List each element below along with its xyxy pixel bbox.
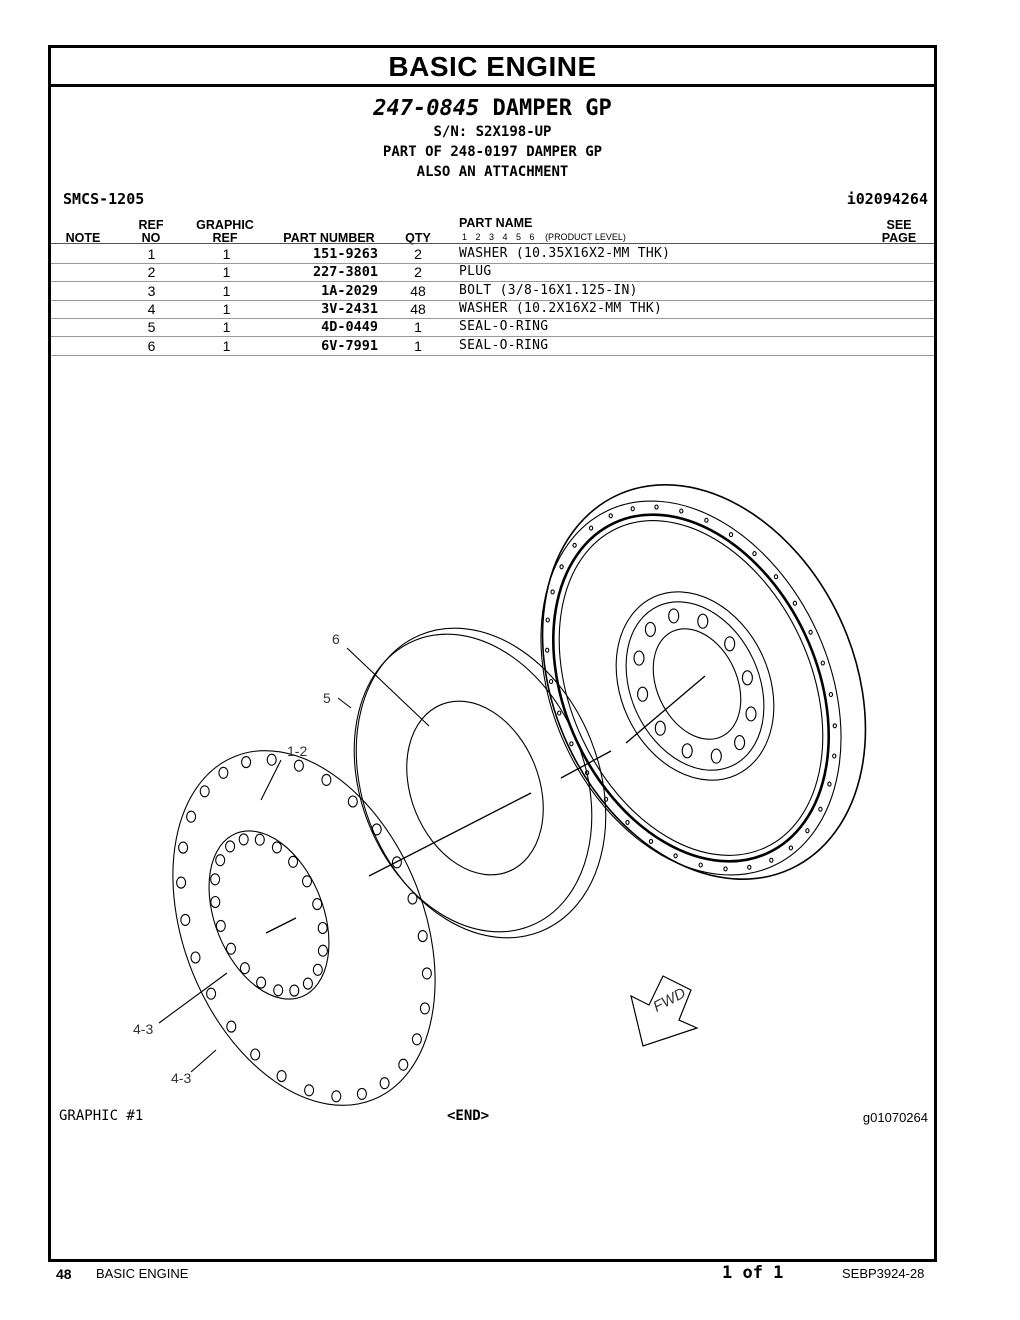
rim-hole: [558, 711, 561, 715]
rim-hole: [829, 693, 832, 697]
quantity: 1: [414, 337, 422, 354]
col-ref-line2: NO: [141, 231, 161, 245]
part-name: PLUG: [459, 264, 492, 280]
section-title: BASIC ENGINE: [388, 51, 597, 82]
graphic-ref: 1: [222, 246, 231, 262]
bolt-head: [219, 767, 228, 778]
graphic-ref: 1: [222, 337, 231, 354]
outer-bolts: [177, 754, 432, 1102]
rim-hole: [724, 867, 727, 871]
bolt-head: [179, 842, 188, 853]
col-graphic-line1: GRAPHIC: [196, 218, 254, 232]
hub-bolt-holes: [634, 609, 756, 763]
hub-ring: [600, 579, 790, 793]
rim-hole: [806, 829, 809, 833]
rim-hole: [828, 782, 831, 786]
ref-no: 1: [147, 246, 156, 262]
illustration-id: i02094264: [846, 190, 928, 208]
part-number: 6V-7991: [321, 337, 378, 354]
end-marker: <END>: [447, 1108, 490, 1124]
part-name: SEAL-O-RING: [459, 319, 549, 335]
rim-hole: [793, 601, 796, 605]
bolt-head: [277, 1071, 286, 1082]
bolt-head: [408, 893, 417, 904]
hub-hole: [669, 609, 679, 623]
bolt-head: [216, 920, 225, 931]
col-see-line2: PAGE: [881, 231, 917, 245]
rim-hole: [674, 854, 677, 858]
smcs-code: SMCS-1205: [63, 190, 145, 208]
quantity: 48: [410, 282, 426, 299]
ref-no: 5: [147, 319, 156, 336]
col-see-line1: SEE: [886, 218, 912, 232]
col-ref-line1: REF: [138, 218, 164, 232]
part-number-heading: 247-0845: [373, 96, 480, 121]
bolt-head: [412, 1034, 421, 1045]
bolt-plate-inner: [186, 813, 352, 1017]
ref-no: 6: [147, 337, 156, 354]
callout-4-3-a: 4-3: [133, 1021, 154, 1037]
graphic-ref: 1: [222, 300, 231, 317]
hub-hole: [746, 707, 756, 721]
col-part-name: PART NAME: [459, 216, 533, 230]
bolt-head: [255, 834, 264, 845]
footer-page-number: 48: [56, 1266, 72, 1282]
hub-hole: [634, 651, 644, 665]
bolt-head: [289, 856, 298, 867]
bolt-head: [211, 874, 220, 885]
bolt-head: [290, 985, 299, 996]
leader-6: [347, 648, 429, 726]
exploded-view-illustration: [51, 48, 934, 1259]
col-note: NOTE: [65, 231, 101, 245]
rim-hole: [753, 552, 756, 556]
hub-hole: [638, 687, 648, 701]
page-frame: [48, 45, 937, 1262]
col-qty: QTY: [405, 231, 431, 245]
fwd-label: FWD: [650, 984, 689, 1016]
rim-hole: [626, 820, 629, 824]
rim-hole: [649, 839, 652, 843]
part-number: 151-9263: [312, 246, 378, 262]
rim-hole: [729, 533, 732, 537]
rim-hole: [833, 724, 836, 728]
ref-no: 2: [147, 264, 156, 281]
rim-hole: [748, 865, 751, 869]
seal-6-ring: [382, 681, 568, 896]
bolt-head: [242, 757, 251, 768]
rim-hole: [570, 742, 573, 746]
bolt-head: [399, 1059, 408, 1070]
attachment-line: ALSO AN ATTACHMENT: [416, 164, 569, 180]
product-levels: 1 2 3 4 5 6: [462, 232, 535, 242]
footer-page-of: 1 of 1: [722, 1263, 784, 1283]
bolt-head: [332, 1091, 341, 1102]
rim-hole: [546, 618, 549, 622]
part-number: 4D-0449: [321, 319, 378, 336]
bolt-head: [418, 931, 427, 942]
rim-hole: [551, 590, 554, 594]
hub-outer: [587, 566, 804, 806]
part-number: 1A-2029: [321, 282, 378, 299]
rim-hole: [560, 565, 563, 569]
rim-hole: [821, 661, 824, 665]
bolt-head: [187, 811, 196, 822]
part-name: WASHER (10.2X16X2-MM THK): [459, 300, 663, 316]
bolt-head: [191, 952, 200, 963]
part-name: SEAL-O-RING: [459, 337, 549, 353]
leader-1-2: [261, 760, 281, 800]
bolt-head: [420, 1003, 429, 1014]
seal-5-outer: [312, 590, 651, 975]
rim-hole: [774, 575, 777, 579]
rim-hole: [699, 863, 702, 867]
bolt-head: [313, 899, 322, 910]
serial-range: S/N: S2X198-UP: [433, 124, 552, 140]
bolt-head: [216, 855, 225, 866]
hub-hole: [711, 749, 721, 763]
bolt-head: [322, 774, 331, 785]
bolt-head: [303, 978, 312, 989]
inner-bolts: [211, 834, 328, 996]
callout-1-2: 1-2: [287, 743, 308, 759]
rim-hole: [809, 630, 812, 634]
footer-section: BASIC ENGINE: [96, 1266, 189, 1281]
quantity: 2: [414, 246, 422, 262]
rim-hole: [590, 526, 593, 530]
bolt-head: [239, 834, 248, 845]
part-number: 3V-2431: [321, 300, 378, 317]
hub-bore: [636, 615, 758, 754]
part-description-heading: DAMPER GP: [492, 96, 612, 121]
callout-4-3-b: 4-3: [171, 1070, 192, 1086]
rim-hole: [573, 543, 576, 547]
bolt-head: [422, 968, 431, 979]
quantity: 1: [414, 319, 422, 336]
part-number: 227-3801: [312, 264, 378, 281]
leader-4-3b: [191, 1050, 216, 1072]
bolt-head: [348, 796, 357, 807]
bolt-head: [303, 876, 312, 887]
part-name: WASHER (10.35X16X2-MM THK): [459, 246, 671, 261]
bolt-head: [226, 841, 235, 852]
callout-6: 6: [332, 631, 340, 647]
graphic-ref: 1: [222, 282, 231, 299]
center-axis: [266, 676, 705, 933]
hub-hole: [742, 671, 752, 685]
graphic-ref: 1: [222, 264, 231, 281]
leader-4-3a: [159, 973, 227, 1023]
bolt-head: [181, 914, 190, 925]
rim-hole: [833, 754, 836, 758]
bolt-head: [294, 760, 303, 771]
rim-hole: [609, 514, 612, 518]
bolt-head: [207, 988, 216, 999]
bolt-head: [274, 985, 283, 996]
rim-hole: [680, 509, 683, 513]
ref-no: 4: [147, 300, 156, 317]
bolt-head: [267, 754, 276, 765]
bolt-head: [251, 1049, 260, 1060]
bolt-head: [318, 945, 327, 956]
bolt-head: [211, 897, 220, 908]
bolt-head: [177, 877, 186, 888]
hub-hole: [655, 721, 665, 735]
rim-hole: [705, 518, 708, 522]
graphic-ref: 1: [222, 319, 231, 336]
rim-hole: [789, 846, 792, 850]
graphic-id: g01070264: [862, 1110, 928, 1125]
bolt-head: [305, 1085, 314, 1096]
graphic-label: GRAPHIC #1: [59, 1108, 144, 1124]
rim-hole: [819, 807, 822, 811]
bolt-head: [372, 824, 381, 835]
hub-hole: [698, 614, 708, 628]
quantity: 2: [414, 264, 422, 281]
hub-hole: [725, 637, 735, 651]
bolt-head: [357, 1088, 366, 1099]
part-name: BOLT (3/8-16X1.125-IN): [459, 282, 638, 298]
rim-hole: [770, 858, 773, 862]
footer-doc-id: SEBP3924-28: [842, 1266, 925, 1281]
bolt-head: [318, 923, 327, 934]
part-of-line: PART OF 248-0197 DAMPER GP: [382, 144, 603, 160]
rim-hole: [631, 507, 634, 511]
col-graphic-line2: REF: [212, 231, 238, 245]
col-part-number: PART NUMBER: [283, 231, 375, 245]
rim-hole: [550, 680, 553, 684]
rim-hole: [546, 648, 549, 652]
product-level-label: (PRODUCT LEVEL): [545, 232, 626, 242]
callout-5: 5: [323, 690, 331, 706]
bolt-head: [272, 842, 281, 853]
hub-hole: [735, 736, 745, 750]
quantity: 48: [410, 300, 426, 317]
ref-no: 3: [147, 282, 156, 299]
bolt-head: [240, 963, 249, 974]
leader-5: [338, 698, 351, 708]
bolt-head: [200, 786, 209, 797]
hub-hole: [682, 744, 692, 758]
rim-hole: [655, 505, 658, 509]
bolt-head: [380, 1078, 389, 1089]
bolt-head: [257, 977, 266, 988]
bolt-head: [227, 1021, 236, 1032]
bolt-head: [227, 943, 236, 954]
hub-hole: [645, 622, 655, 636]
bolt-head: [313, 964, 322, 975]
